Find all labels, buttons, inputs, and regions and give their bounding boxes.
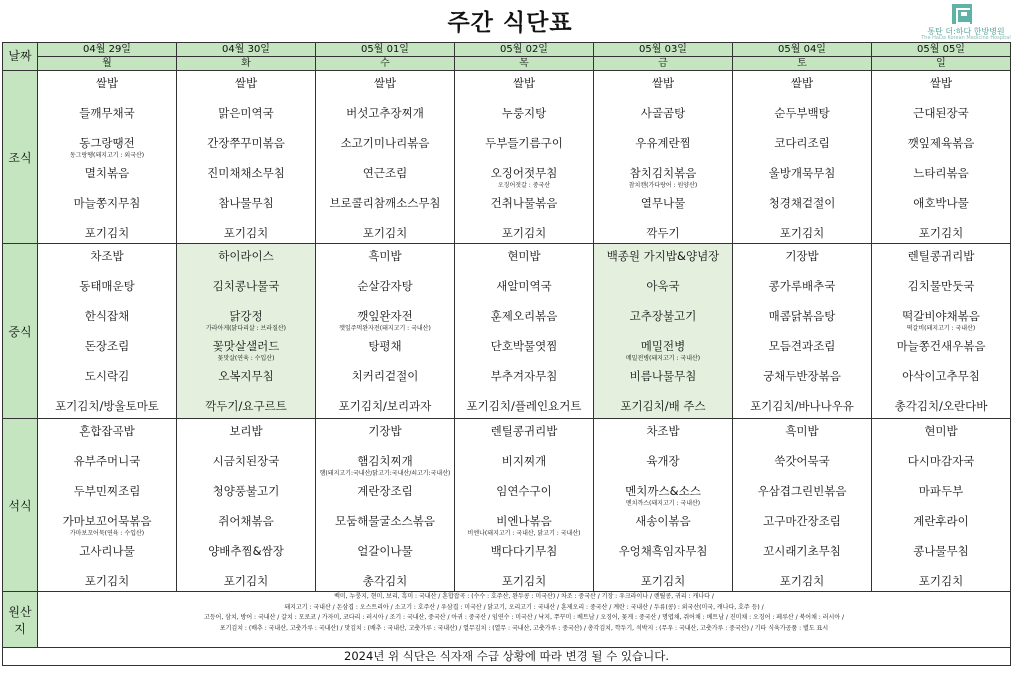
- day-weekday: 화: [177, 57, 316, 71]
- menu-item: 애호박나물: [913, 196, 969, 210]
- meal-label: 석식: [3, 419, 38, 592]
- day-weekday: 일: [872, 57, 1011, 71]
- menu-item: 근대된장국: [913, 106, 969, 120]
- hospital-name: 통탄 더:하다 한방병원: [927, 27, 1005, 36]
- menu-cell: [177, 244, 316, 419]
- menu-item: 우삼겹그린빈볶음: [757, 484, 847, 498]
- menu-item: 흑미밥: [368, 249, 402, 263]
- menu-item: 포기김치/보리과자: [338, 399, 432, 413]
- menu-item: 시금치된장국: [212, 454, 280, 468]
- menu-item: 멸치볶음: [84, 166, 130, 180]
- menu-item: 들깨무채국: [79, 106, 135, 120]
- menu-item: 혼합잡곡밥: [79, 424, 135, 438]
- menu-item: 포기김치/방울토마토: [55, 399, 159, 413]
- menu-cell: [316, 71, 455, 244]
- menu-item: 가마보꼬어묵볶음: [62, 514, 152, 528]
- menu-item: 콩나물무침: [913, 544, 969, 558]
- menu-item: 포기김치: [362, 226, 408, 240]
- menu-item: 궁채두반장볶음: [763, 369, 841, 383]
- menu-item: 코다리조림: [774, 136, 830, 150]
- menu-item: 모둠해물굴소스볶음: [335, 514, 435, 528]
- menu-item: 차조밥: [646, 424, 680, 438]
- menu-item: 연근조림: [362, 166, 408, 180]
- day-weekday: 목: [455, 57, 594, 71]
- menu-item: 흑미밥: [785, 424, 819, 438]
- menu-item: 울방개묵무침: [768, 166, 836, 180]
- menu-item: 마늘쫑지무침: [73, 196, 141, 210]
- menu-item-origin-note: 꽃맛살(연육 : 수입산): [217, 355, 275, 362]
- menu-item: 포기김치: [501, 574, 547, 588]
- day-weekday: 수: [316, 57, 455, 71]
- menu-item: 참나물무침: [218, 196, 274, 210]
- day-date: 05월 03일: [594, 43, 733, 57]
- weekly-menu-table: [2, 42, 1011, 666]
- menu-item: 꼬시래기초무침: [763, 544, 841, 558]
- menu-item: 순살감자탕: [357, 279, 413, 293]
- menu-item: 동그랑땡전: [79, 136, 135, 150]
- menu-item: 도시락김: [84, 369, 130, 383]
- menu-item: 느타리볶음: [913, 166, 969, 180]
- menu-item: 총각김치/오란다바: [894, 399, 988, 413]
- menu-item: 깻잎완자전: [357, 309, 413, 323]
- menu-item: 쌀밥: [234, 76, 258, 90]
- menu-item: 김치콩나물국: [212, 279, 280, 293]
- menu-item: 콩가루배추국: [768, 279, 836, 293]
- menu-item: 비름나물무침: [629, 369, 697, 383]
- menu-item: 기장밥: [368, 424, 402, 438]
- menu-item: 우유계란찜: [635, 136, 691, 150]
- menu-cell: [733, 244, 872, 419]
- day-weekday: 토: [733, 57, 872, 71]
- menu-item: 백종원 가지밥&양념장: [606, 249, 720, 263]
- menu-item-origin-note: 오징어젓갈 : 중국산: [497, 182, 551, 189]
- menu-cell: [455, 71, 594, 244]
- menu-item: 쌀밥: [929, 76, 953, 90]
- menu-item-origin-note: 메밀전병(돼지고기 : 국내산): [625, 355, 701, 362]
- menu-item-origin-note: 비엔나(돼지고기 : 국내산, 닭고기 : 국내산): [467, 530, 581, 537]
- menu-item: 쌀밥: [95, 76, 119, 90]
- menu-item: 오복지무침: [218, 369, 274, 383]
- menu-item: 현미밥: [924, 424, 958, 438]
- meal-label: 중식: [3, 244, 38, 419]
- hospital-logo-icon: [952, 4, 972, 24]
- menu-item: 진미채채소무침: [207, 166, 285, 180]
- menu-item: 브로콜리참깨소스무침: [329, 196, 441, 210]
- menu-item: 포기김치: [84, 574, 130, 588]
- menu-item: 참치김치볶음: [629, 166, 697, 180]
- meal-label: 조식: [3, 71, 38, 244]
- menu-item-origin-note: 떡갈비(돼지고기 : 국내산): [906, 325, 976, 332]
- menu-item: 맑은미역국: [218, 106, 274, 120]
- menu-item: 두부민찌조림: [73, 484, 141, 498]
- menu-item: 현미밥: [507, 249, 541, 263]
- menu-item: 햄김치찌개: [357, 454, 413, 468]
- menu-item: 메밀전병: [640, 339, 686, 353]
- menu-cell: [177, 419, 316, 592]
- menu-item: 아욱국: [646, 279, 680, 293]
- menu-cell: [38, 71, 177, 244]
- day-date: 04월 30일: [177, 43, 316, 57]
- page-title: 주간 식단표: [447, 10, 573, 36]
- menu-item: 육개장: [646, 454, 680, 468]
- origin-line: 고등어, 삼치, 방어 : 국내산 / 갈치 : 모로코 / 가자미, 코다리 : 러시아 / 조기 : 국내산, 중국산 / 아귀 : 중국산 / 임연수 : 미국산 / 낙지, 쭈꾸미 : 베트남 / 오징어, 꽃게 : 중국산 / 명엽채, 쥐어채 : 베트남 / 진미채 : 오징어 : 페루산 / 북어채 : 러시아 /: [203, 614, 845, 621]
- menu-item: 포기김치: [918, 226, 964, 240]
- menu-item: 단호박물엿찜: [490, 339, 558, 353]
- menu-item: 버섯고추장찌개: [346, 106, 424, 120]
- menu-item: 부추겨자무침: [490, 369, 558, 383]
- menu-item: 새송이볶음: [635, 514, 691, 528]
- menu-item: 포기김치/플레인요거트: [466, 399, 582, 413]
- menu-cell: [733, 71, 872, 244]
- origin-info: [38, 592, 1011, 648]
- origin-line: 포기김치 : (배추 : 국내산, 고춧가루 : 국내산) / 맛김치 : (배추 : 국내산, 고춧가루 : 국내산) / 열무김치 : (열무 : 국내산, 고춧가루 : 중국산) / 총각김치, 깍두기, 석박지 : (무우 : 국내산, 고춧가루 : 중국산) / 기타 식육가공품 : 별도 표시: [219, 624, 829, 632]
- menu-item: 양배추찜&쌈장: [208, 544, 284, 558]
- menu-item: 쌀밥: [790, 76, 814, 90]
- menu-item: 닭강정: [229, 309, 263, 323]
- menu-cell: [455, 244, 594, 419]
- menu-item-origin-note: 동그랑땡(돼지고기 : 외국산): [69, 152, 145, 159]
- menu-item: 렌틸콩귀리밥: [490, 424, 558, 438]
- date-header-label: 날짜: [3, 43, 38, 71]
- menu-item-origin-note: 햄(돼지고기:국내산/닭고기:국내산/쇠고기:국내산): [319, 470, 451, 477]
- menu-item: 포기김치/바나나우유: [750, 399, 854, 413]
- menu-item: 마늘쫑건새우볶음: [896, 339, 986, 353]
- menu-item: 새알미역국: [496, 279, 552, 293]
- day-date: 04월 29일: [38, 43, 177, 57]
- menu-item: 포기김치: [779, 574, 825, 588]
- menu-item: 김치물만둣국: [907, 279, 975, 293]
- menu-item: 유부주머니국: [73, 454, 141, 468]
- menu-item: 렌틸콩귀리밥: [907, 249, 975, 263]
- menu-cell: [872, 71, 1011, 244]
- menu-cell: [594, 71, 733, 244]
- day-date: 05월 05일: [872, 43, 1011, 57]
- menu-item: 소고기미나리볶음: [340, 136, 430, 150]
- menu-item: 간장쭈꾸미볶음: [207, 136, 285, 150]
- menu-item: 쌀밥: [512, 76, 536, 90]
- origin-label: 원산지: [3, 592, 38, 648]
- menu-item-origin-note: 가마보꼬어묵(연육 : 수입산): [69, 530, 145, 537]
- menu-item: 백다다기무침: [490, 544, 558, 558]
- menu-cell: [733, 419, 872, 592]
- menu-item: 건취나물볶음: [490, 196, 558, 210]
- menu-item: 비지찌개: [501, 454, 547, 468]
- menu-cell: [316, 244, 455, 419]
- menu-item: 포기김치: [640, 574, 686, 588]
- menu-cell: [38, 419, 177, 592]
- menu-item: 총각김치: [362, 574, 408, 588]
- menu-item: 누룽지탕: [501, 106, 547, 120]
- menu-item: 마파두부: [918, 484, 964, 498]
- menu-item: 깻잎제육볶음: [907, 136, 975, 150]
- menu-item: 쌀밥: [651, 76, 675, 90]
- day-weekday: 월: [38, 57, 177, 71]
- menu-item: 계란장조림: [357, 484, 413, 498]
- footer-notice: 2024년 위 식단은 식자재 수급 상황에 따라 변경 될 수 있습니다.: [3, 648, 1011, 666]
- menu-cell: [872, 244, 1011, 419]
- menu-item: 포기김치: [501, 226, 547, 240]
- menu-item: 하이라이스: [218, 249, 274, 263]
- menu-cell: [38, 244, 177, 419]
- menu-item: 고구마간장조림: [763, 514, 841, 528]
- menu-item: 꽃맛살샐러드: [212, 339, 280, 353]
- menu-item: 포기김치: [223, 226, 269, 240]
- menu-item: 비엔나볶음: [496, 514, 552, 528]
- menu-item: 기장밥: [785, 249, 819, 263]
- menu-item: 매콤닭볶음탕: [768, 309, 836, 323]
- hospital-logo: [918, 4, 1014, 40]
- origin-line: 돼지고기 : 국내산 / 돈삼겹 : 오스트리아 / 소고기 : 호주산 / 우삼겹 : 미국산 / 닭고기, 오리고기 : 국내산 / 훈제오리 : 중국산 / 계란 : 국내산 / 두류(콩) : 외국산(미국, 캐나다, 호주 등) /: [284, 603, 764, 611]
- day-date: 05월 02일: [455, 43, 594, 57]
- menu-item: 사골곰탕: [640, 106, 686, 120]
- menu-cell: [177, 71, 316, 244]
- menu-item: 얼갈이나물: [357, 544, 413, 558]
- menu-item: 순두부백탕: [774, 106, 830, 120]
- menu-item: 오징어젓무침: [490, 166, 558, 180]
- menu-item: 한식잡채: [84, 309, 130, 323]
- menu-item: 모듬견과조림: [768, 339, 836, 353]
- menu-item: 보리밥: [229, 424, 263, 438]
- menu-item: 청경채겉절이: [768, 196, 836, 210]
- menu-item: 열무나물: [640, 196, 686, 210]
- menu-item: 쑥갓어묵국: [774, 454, 830, 468]
- day-date: 05월 01일: [316, 43, 455, 57]
- menu-item: 떡갈비야채볶음: [902, 309, 980, 323]
- menu-item: 멘치까스&소스: [625, 484, 701, 498]
- menu-item: 치커리겉절이: [351, 369, 419, 383]
- menu-item: 고추장불고기: [629, 309, 697, 323]
- menu-item: 포기김치: [779, 226, 825, 240]
- menu-item: 쥐어채볶음: [218, 514, 274, 528]
- day-weekday: 금: [594, 57, 733, 71]
- menu-item: 다시마감자국: [907, 454, 975, 468]
- menu-item: 탕평채: [368, 339, 402, 353]
- menu-item: 동태매운탕: [79, 279, 135, 293]
- menu-item: 아삭이고추무침: [902, 369, 980, 383]
- menu-cell: [316, 419, 455, 592]
- menu-item: 포기김치/배 주스: [620, 399, 706, 413]
- menu-item: 청양풍불고기: [212, 484, 280, 498]
- menu-item: 계란후라이: [913, 514, 969, 528]
- origin-line: 백미, 누룽지, 현미, 보리, 흑미 : 국내산 / 혼합잡곡 : (수수 : 호주산, 완두콩 : 미국산) / 차조 : 중국산 / 기장 : 우크라이나 / 렌틸콩, 귀리 : 캐나다 /: [334, 593, 714, 600]
- menu-cell: [872, 419, 1011, 592]
- menu-cell: [594, 244, 733, 419]
- menu-item: 고사리나물: [79, 544, 135, 558]
- hospital-subtitle: The HaDa Korean Medicine Hospital: [921, 35, 1011, 41]
- menu-item: 임연수구이: [496, 484, 552, 498]
- menu-item-origin-note: 가라아게(닭다리살 : 브라질산): [205, 325, 287, 332]
- menu-item-origin-note: 멘치까스(돼지고기 : 국내산): [625, 500, 701, 507]
- menu-cell: [594, 419, 733, 592]
- menu-item-origin-note: 참치캔(가다랑어 : 원양산): [628, 182, 698, 189]
- day-date: 05월 04일: [733, 43, 872, 57]
- menu-item: 두부들기름구이: [485, 136, 563, 150]
- menu-item: 포기김치: [918, 574, 964, 588]
- menu-item: 포기김치: [84, 226, 130, 240]
- menu-cell: [455, 419, 594, 592]
- menu-item: 차조밥: [90, 249, 124, 263]
- menu-item: 훈제오리볶음: [490, 309, 558, 323]
- menu-item: 돈장조림: [84, 339, 130, 353]
- menu-item: 우엉채흑임자무침: [618, 544, 708, 558]
- menu-item: 깍두기: [646, 226, 680, 240]
- menu-item-origin-note: 깻잎주먹완자전(돼지고기 : 국내산): [339, 325, 431, 332]
- menu-item: 깍두기/요구르트: [205, 399, 287, 413]
- menu-item: 포기김치: [223, 574, 269, 588]
- menu-item: 쌀밥: [373, 76, 397, 90]
